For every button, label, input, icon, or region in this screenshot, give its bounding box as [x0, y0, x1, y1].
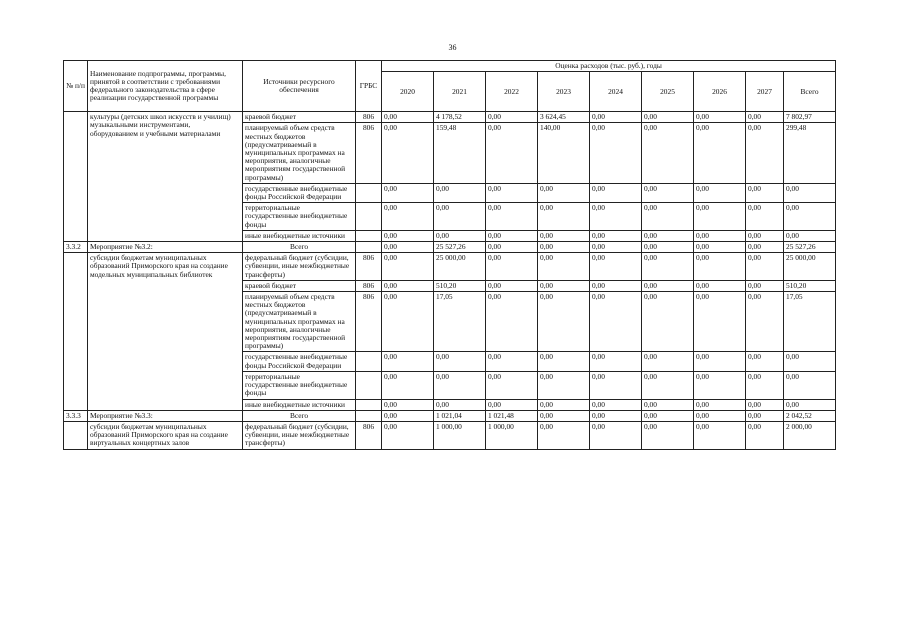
- grbs-cell: [356, 352, 382, 371]
- value-cell: 0,00: [694, 253, 746, 281]
- value-cell: 0,00: [642, 253, 694, 281]
- value-cell: 0,00: [538, 280, 590, 291]
- value-cell: 0,00: [694, 112, 746, 123]
- value-cell: 0,00: [694, 280, 746, 291]
- value-cell: 140,00: [538, 123, 590, 183]
- value-cell: 0,00: [784, 399, 836, 410]
- value-cell: 0,00: [590, 123, 642, 183]
- value-cell: 0,00: [382, 280, 434, 291]
- header-year: Всего: [784, 72, 836, 112]
- value-cell: 0,00: [434, 230, 486, 241]
- source-cell: иные внебюджетные источники: [243, 230, 356, 241]
- value-cell: 2 042,52: [784, 410, 836, 421]
- value-cell: 4 178,52: [434, 112, 486, 123]
- value-cell: 3 624,45: [538, 112, 590, 123]
- value-cell: 7 802,97: [784, 112, 836, 123]
- value-cell: 0,00: [590, 230, 642, 241]
- value-cell: 1 000,00: [434, 421, 486, 449]
- source-cell: территориальные государственные внебюджетные фонды: [243, 371, 356, 399]
- value-cell: 0,00: [746, 242, 784, 253]
- value-cell: 0,00: [642, 352, 694, 371]
- value-cell: 0,00: [382, 112, 434, 123]
- value-cell: 0,00: [382, 230, 434, 241]
- value-cell: 0,00: [538, 242, 590, 253]
- header-year: 2027: [746, 72, 784, 112]
- value-cell: 2 000,00: [784, 421, 836, 449]
- value-cell: 0,00: [382, 292, 434, 352]
- value-cell: 25 000,00: [784, 253, 836, 281]
- value-cell: 0,00: [538, 230, 590, 241]
- value-cell: 0,00: [382, 371, 434, 399]
- value-cell: 0,00: [486, 242, 538, 253]
- value-cell: 0,00: [746, 352, 784, 371]
- value-cell: 0,00: [590, 352, 642, 371]
- source-cell: планируемый объем средств местных бюджетов (предусматриваемый в муниципальных программах на мероприятия, аналогичные мероприятиям государственной программы): [243, 123, 356, 183]
- value-cell: 0,00: [590, 410, 642, 421]
- value-cell: 0,00: [486, 352, 538, 371]
- table-row: [64, 421, 836, 449]
- value-cell: 25 527,26: [434, 242, 486, 253]
- item-number-empty: [64, 253, 88, 410]
- header-year: 2023: [538, 72, 590, 112]
- value-cell: 0,00: [746, 203, 784, 231]
- value-cell: 0,00: [642, 421, 694, 449]
- value-cell: 0,00: [642, 203, 694, 231]
- item-number: [64, 112, 88, 242]
- value-cell: 0,00: [694, 203, 746, 231]
- value-cell: 0,00: [486, 371, 538, 399]
- value-cell: 0,00: [642, 280, 694, 291]
- source-cell: Всего: [243, 410, 356, 421]
- item-name-cell: [88, 112, 243, 242]
- value-cell: 0,00: [694, 230, 746, 241]
- value-cell: 299,48: [784, 123, 836, 183]
- value-cell: 510,20: [434, 280, 486, 291]
- value-cell: 0,00: [382, 421, 434, 449]
- header-grbs: ГРБС: [356, 61, 382, 112]
- value-cell: 0,00: [746, 292, 784, 352]
- grbs-cell: 806: [356, 123, 382, 183]
- value-cell: 0,00: [434, 371, 486, 399]
- header-num: № п/п: [64, 61, 88, 112]
- value-cell: 0,00: [746, 230, 784, 241]
- value-cell: 0,00: [538, 421, 590, 449]
- grbs-cell: [356, 371, 382, 399]
- value-cell: 0,00: [784, 230, 836, 241]
- value-cell: 0,00: [784, 203, 836, 231]
- item-number: 3.3.3: [64, 410, 88, 421]
- source-cell: государственные внебюджетные фонды Российской Федерации: [243, 352, 356, 371]
- value-cell: 0,00: [434, 203, 486, 231]
- value-cell: 1 021,48: [486, 410, 538, 421]
- value-cell: 0,00: [538, 410, 590, 421]
- value-cell: 17,05: [434, 292, 486, 352]
- item-description: культуры (детских школ искусств и училищ) музыкальными инструментами, оборудованием и учебными материалами: [90, 112, 231, 138]
- source-cell: государственные внебюджетные фонды Российской Федерации: [243, 183, 356, 202]
- value-cell: 0,00: [746, 399, 784, 410]
- value-cell: 0,00: [382, 123, 434, 183]
- value-cell: 0,00: [590, 421, 642, 449]
- value-cell: 0,00: [746, 421, 784, 449]
- value-cell: 0,00: [694, 410, 746, 421]
- value-cell: 0,00: [486, 183, 538, 202]
- header-year: 2020: [382, 72, 434, 112]
- header-year: 2025: [642, 72, 694, 112]
- grbs-cell: 806: [356, 280, 382, 291]
- value-cell: 0,00: [434, 183, 486, 202]
- value-cell: 0,00: [590, 183, 642, 202]
- value-cell: 0,00: [434, 399, 486, 410]
- value-cell: 25 527,26: [784, 242, 836, 253]
- source-cell: Всего: [243, 242, 356, 253]
- value-cell: 0,00: [694, 421, 746, 449]
- value-cell: 0,00: [694, 183, 746, 202]
- value-cell: 0,00: [538, 183, 590, 202]
- value-cell: 0,00: [486, 253, 538, 281]
- value-cell: 0,00: [694, 399, 746, 410]
- value-cell: 0,00: [642, 123, 694, 183]
- value-cell: 0,00: [642, 230, 694, 241]
- grbs-cell: 806: [356, 112, 382, 123]
- item-name-cell: [88, 410, 243, 421]
- value-cell: 0,00: [642, 242, 694, 253]
- value-cell: 0,00: [694, 123, 746, 183]
- item-title: Мероприятие №3.3:: [90, 410, 153, 420]
- value-cell: 0,00: [382, 203, 434, 231]
- item-number-empty: [64, 421, 88, 449]
- value-cell: 0,00: [486, 203, 538, 231]
- value-cell: 0,00: [486, 112, 538, 123]
- header-name: Наименование подпрограммы, программы, принятой в соответствии с требованиями федерального законодательства в сфере реализации государственной программы: [88, 61, 243, 112]
- value-cell: 0,00: [590, 399, 642, 410]
- header-year: 2026: [694, 72, 746, 112]
- value-cell: 0,00: [538, 203, 590, 231]
- value-cell: 0,00: [382, 399, 434, 410]
- value-cell: 0,00: [694, 352, 746, 371]
- header-year: 2021: [434, 72, 486, 112]
- value-cell: 0,00: [746, 183, 784, 202]
- value-cell: 159,48: [434, 123, 486, 183]
- source-cell: федеральный бюджет (субсидии, субвенции, иные межбюджетные трансферты): [243, 253, 356, 281]
- table-row: [64, 253, 836, 281]
- value-cell: 0,00: [590, 292, 642, 352]
- value-cell: 0,00: [694, 242, 746, 253]
- source-cell: планируемый объем средств местных бюджетов (предусматриваемый в муниципальных программах на мероприятия, аналогичные мероприятиям государственной программы): [243, 292, 356, 352]
- grbs-cell: [356, 399, 382, 410]
- item-description: субсидии бюджетам муниципальных образований Приморского края на создание модельных муниципальных библиотек: [88, 253, 243, 410]
- value-cell: 0,00: [642, 410, 694, 421]
- grbs-cell: 806: [356, 292, 382, 352]
- value-cell: 0,00: [746, 280, 784, 291]
- grbs-cell: [356, 230, 382, 241]
- value-cell: 0,00: [590, 112, 642, 123]
- source-cell: иные внебюджетные источники: [243, 399, 356, 410]
- value-cell: 0,00: [486, 123, 538, 183]
- table-row: [64, 242, 836, 253]
- value-cell: 17,05: [784, 292, 836, 352]
- value-cell: 0,00: [642, 112, 694, 123]
- header-source: Источники ресурсного обеспечения: [243, 61, 356, 112]
- grbs-cell: [356, 410, 382, 421]
- value-cell: 0,00: [784, 371, 836, 399]
- value-cell: 0,00: [382, 242, 434, 253]
- item-name-cell: [88, 242, 243, 253]
- grbs-cell: [356, 183, 382, 202]
- value-cell: 0,00: [486, 280, 538, 291]
- value-cell: 0,00: [590, 203, 642, 231]
- value-cell: 0,00: [694, 371, 746, 399]
- value-cell: 0,00: [434, 352, 486, 371]
- value-cell: 0,00: [642, 399, 694, 410]
- value-cell: 0,00: [590, 371, 642, 399]
- source-cell: краевой бюджет: [243, 112, 356, 123]
- grbs-cell: [356, 203, 382, 231]
- budget-table: [63, 60, 836, 450]
- value-cell: 0,00: [538, 352, 590, 371]
- value-cell: 25 000,00: [434, 253, 486, 281]
- value-cell: 0,00: [538, 292, 590, 352]
- table-row: [64, 410, 836, 421]
- item-description: субсидии бюджетам муниципальных образований Приморского края на создание виртуальных концертных залов: [88, 421, 243, 449]
- source-cell: краевой бюджет: [243, 280, 356, 291]
- value-cell: 0,00: [784, 183, 836, 202]
- page-number: 36: [448, 43, 457, 52]
- value-cell: 0,00: [746, 410, 784, 421]
- table-header: [64, 61, 836, 112]
- value-cell: 0,00: [746, 112, 784, 123]
- table-row: [64, 112, 836, 123]
- value-cell: 0,00: [590, 253, 642, 281]
- value-cell: 0,00: [538, 399, 590, 410]
- value-cell: 0,00: [590, 280, 642, 291]
- value-cell: 0,00: [746, 123, 784, 183]
- value-cell: 0,00: [382, 253, 434, 281]
- value-cell: 0,00: [642, 371, 694, 399]
- value-cell: 0,00: [382, 410, 434, 421]
- value-cell: 510,20: [784, 280, 836, 291]
- value-cell: 0,00: [642, 292, 694, 352]
- value-cell: 0,00: [486, 399, 538, 410]
- value-cell: 0,00: [382, 183, 434, 202]
- value-cell: 0,00: [590, 242, 642, 253]
- value-cell: 0,00: [784, 352, 836, 371]
- source-cell: федеральный бюджет (субсидии, субвенции, иные межбюджетные трансферты): [243, 421, 356, 449]
- grbs-cell: 806: [356, 253, 382, 281]
- grbs-cell: [356, 242, 382, 253]
- item-number: 3.3.2: [64, 242, 88, 253]
- value-cell: 0,00: [486, 230, 538, 241]
- item-title: Мероприятие №3.2:: [90, 242, 153, 252]
- value-cell: 0,00: [746, 371, 784, 399]
- value-cell: 0,00: [642, 183, 694, 202]
- value-cell: 1 021,04: [434, 410, 486, 421]
- value-cell: 0,00: [538, 371, 590, 399]
- value-cell: 0,00: [694, 292, 746, 352]
- grbs-cell: 806: [356, 421, 382, 449]
- header-estimate: Оценка расходов (тыс. руб.), годы: [382, 61, 836, 72]
- value-cell: 0,00: [486, 292, 538, 352]
- value-cell: 0,00: [382, 352, 434, 371]
- value-cell: 0,00: [746, 253, 784, 281]
- header-year: 2024: [590, 72, 642, 112]
- source-cell: территориальные государственные внебюджетные фонды: [243, 203, 356, 231]
- value-cell: 0,00: [538, 253, 590, 281]
- value-cell: 1 000,00: [486, 421, 538, 449]
- header-year: 2022: [486, 72, 538, 112]
